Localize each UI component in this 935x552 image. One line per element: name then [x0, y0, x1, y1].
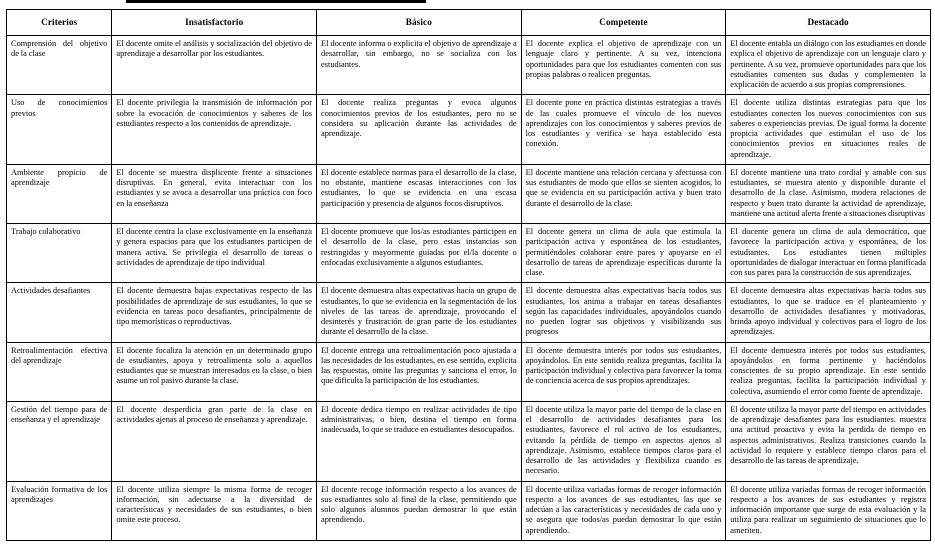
- competente-cell: El docente utiliza la mayor parte del tiempo de la clase en el desarrollo de actividades desafiantes para los estudiantes, favorece el rol activo de los estudiantes, evitando la pérdida de tiempo en aspectos ajenos al aprendizaje. Asimismo, establece tiempos claros para el desarrollo de las actividades y flexibiliza cuando es necesario.: [521, 401, 726, 481]
- table-row: [7, 95, 931, 165]
- column-header-criterios: Criterios: [7, 10, 112, 36]
- competente-cell: El docente demuestra altas expectativas hacia todos sus estudiantes, los anima a trabajar en tareas desafiantes según las capacidades individuales, apoyándolos cuando no pueden lograr sus objetivos y visibilizando sus progresos: [521, 283, 726, 342]
- destacado-cell: El docente demuestra interés por todos sus estudiantes, apoyándolos en forma pertinente y haciéndolos conscientes de su propio aprendizaje. En este sentido realiza preguntas, facilita la participación individual y colectiva, asumiendo el error como fuente de aprendizaje.: [726, 342, 931, 401]
- column-header-destacado: Destacado: [726, 10, 931, 36]
- criterio-cell: Retroalimentación efectiva del aprendizaje: [7, 342, 112, 401]
- page-top-marker: [126, 0, 426, 3]
- basico-cell: El docente demuestra altas expectativas hacia un grupo de estudiantes, lo que se evidencia en la segmentación de los niveles de las tareas de aprendizaje, provocando el desinterés y frustración de gran parte de los estudiantes durante el desarrollo de la clase.: [317, 283, 522, 342]
- table-row: [7, 36, 931, 95]
- basico-cell: El docente realiza preguntas y evoca algunos conocimientos previos de los estudiantes, pero no se considera su aplicación durante las actividades de aprendizaje.: [317, 95, 522, 165]
- competente-cell: El docente genera un clima de aula que estimula la participación activa y espontánea de los estudiantes, permitiéndoles colaborar entre pares y apoyarse en el desarrollo de tareas de aprendizaje específicas durante la clase.: [521, 224, 726, 283]
- criterio-cell: Trabajo colaborativo: [7, 224, 112, 283]
- basico-cell: El docente informa o explicita el objetivo de aprendizaje a desarrollar, sin embargo, no se socializa con los estudiantes.: [317, 36, 522, 95]
- competente-cell: El docente explica el objetivo de aprendizaje con un lenguaje claro y pertinente. A su vez, intenciona oportunidades para que los estudiantes comenten con sus propias palabras o realicen preguntas.: [521, 36, 726, 95]
- insatisfactorio-cell: El docente desperdicia gran parte de la clase en actividades ajenas al proceso de enseñanza y aprendizaje.: [112, 401, 317, 481]
- competente-cell: El docente pone en práctica distintas estrategias a través de las cuales promueve el vínculo de los nuevos aprendizajes con los conocimientos y saberes previos de los estudiantes y verifica se haya establecido esta conexión.: [521, 95, 726, 165]
- destacado-cell: El docente demuestra altas expectativas hacia todos sus estudiantes, lo que se traduce en el planteamiento y desarrollo de actividades desafiantes y motivadoras, brinda apoyo individual y colectivos para el logro de los aprendizajes.: [726, 283, 931, 342]
- table-row: [7, 224, 931, 283]
- destacado-cell: El docente utiliza distintas estrategias para que los estudiantes conecten los nuevos conocimientos con sus saberes o experiencias previas. De igual forma la docente propicia actividades que estimulan el uso de los conocimientos previos en situaciones reales de aprendizaje.: [726, 95, 931, 165]
- rubric-table: [6, 9, 931, 541]
- column-header-insatisfactorio: Insatisfactorio: [112, 10, 317, 36]
- basico-cell: El docente entrega una retroalimentación poco ajustada a las necesidades de los estudiantes, en ese sentido, explicita las respuestas, omite las preguntas y sanciona el error, lo que dificulta la participación de los estudiantes.: [317, 342, 522, 401]
- competente-cell: El docente utiliza variadas formas de recoger información respecto a los avances de sus estudiantes, las que se adecúan a las características y necesidades de cada uno y se asegura que todos/as puedan demostrar lo que están aprendiendo.: [521, 481, 726, 540]
- criterio-cell: Actividades desafiantes: [7, 283, 112, 342]
- column-header-basico: Básico: [317, 10, 522, 36]
- criterio-cell: Ambiente propicio de aprendizaje: [7, 164, 112, 223]
- insatisfactorio-cell: El docente demuestra bajas expectativas respecto de las posibilidades de aprendizaje de sus estudiantes, lo que se evidencia en tareas poco desafiantes, principalmente de tipo memorísticas o reproductivas.: [112, 283, 317, 342]
- header-row: [7, 10, 931, 36]
- insatisfactorio-cell: El docente se muestra displicente frente a situaciones disruptivas. En general, evita interactuar con los estudiantes y se avoca a desarrollar una práctica con foco en la enseñanza: [112, 164, 317, 223]
- destacado-cell: El docente utiliza variadas formas de recoger información respecto a los avances de sus estudiantes y registra información importante que surge de esta evaluación y la utiliza para realizar un seguimiento de situaciones que lo ameriten.: [726, 481, 931, 540]
- criterio-cell: Comprensión del objetivo de la clase: [7, 36, 112, 95]
- destacado-cell: El docente utiliza la mayor parte del tiempo en actividades de aprendizaje desafiantes para los estudiantes. muestra una actitud proactiva y evita la perdida de tiempo en aspectos administrativos. Realiza transiciones cuando la actividad lo requiere y establece tiempo claros para el desarrollo de las tareas de aprendizaje.: [726, 401, 931, 481]
- basico-cell: El docente dedica tiempo en realizar actividades de tipo administrativas, o bien, destina el tiempo en forma inadecuada, lo que se traduce en estudiantes desocupados.: [317, 401, 522, 481]
- insatisfactorio-cell: El docente centra la clase exclusivamente en la enseñanza y genera espacios para que los estudiantes participen de manera activa. Se privilegia el desarrollo de tareas o actividades de aprendizaje de tipo individual: [112, 224, 317, 283]
- table-header: [7, 10, 931, 36]
- column-header-competente: Competente: [521, 10, 726, 36]
- criterio-cell: Uso de conocimientos previos: [7, 95, 112, 165]
- destacado-cell: El docente mantiene una trato cordial y amable con sus estudiantes, se muestra atento y disponible durante el desarrollo de la clase. Asimismo, modera relaciones de respecto y buen trato durante la actividad de aprendizaje, mantiene una actitud alerta frente a situaciones disruptivas: [726, 164, 931, 223]
- criterio-cell: Evaluación formativa de los aprendizajes: [7, 481, 112, 540]
- insatisfactorio-cell: El docente utiliza siempre la misma forma de recoger información, sin adecuarse a la diversidad de características y necesidades de sus estudiantes, o bien omite este proceso.: [112, 481, 317, 540]
- criterio-cell: Gestión del tiempo para de enseñanza y el aprendizaje: [7, 401, 112, 481]
- table-row: [7, 481, 931, 540]
- basico-cell: El docente promueve que los/as estudiantes participen en el desarrollo de la clase, pero estas instancias son restringidas y mayormente guiadas por el/la docente o enfocadas exclusivamente a algunos estudiantes.: [317, 224, 522, 283]
- table-row: [7, 342, 931, 401]
- insatisfactorio-cell: El docente privilegia la transmisión de información por sobre la evocación de conocimientos y saberes de los estudiantes respecto a los contenidos de aprendizaje.: [112, 95, 317, 165]
- basico-cell: El docente establece normas para el desarrollo de la clase, no obstante, mantiene escasas interacciones con los estudiantes, lo que se evidencia en una escasa participación y presencia de algunos focos disruptivos.: [317, 164, 522, 223]
- competente-cell: El docente mantiene una relación cercana y afectuosa con sus estudiantes de modo que ellos se sienten acogidos, lo que se evidencia en su participación activa y buen trato durante el desarrollo de la clase.: [521, 164, 726, 223]
- table-row: [7, 164, 931, 223]
- table-row: [7, 401, 931, 481]
- competente-cell: El docente demuestra interés por todos sus estudiantes, apoyándolos. En este sentido realiza preguntas, facilita la participación individual y colectiva para favorecer la toma de conciencia acerca de sus propios aprendizajes.: [521, 342, 726, 401]
- insatisfactorio-cell: El docente focaliza la atención en un determinado grupo de estudiantes, apoya y retroalimenta solo a aquellos estudiantes que se muestran interesados en la clase, o bien asume un rol pasivo durante la clase.: [112, 342, 317, 401]
- table-body: [7, 36, 931, 541]
- destacado-cell: El docente entabla un diálogo con los estudiantes en donde explica el objetivo de aprendizaje con un lenguaje claro y pertinente. A su vez, promueve oportunidades para que los estudiantes comenten sus dudas y complementen la explicación de acuerdo a sus propias comprensiones.: [726, 36, 931, 95]
- destacado-cell: El docente genera un clima de aula democrático, que favorece la participación activa y espontánea, de los estudiantes. Los estudiantes tienen múltiples oportunidades de dialogar interactuar en forma planificada con sus pares para la construcción de sus aprendizajes.: [726, 224, 931, 283]
- basico-cell: El docente recoge información respecto a los avances de sus estudiantes solo al final de la clase, permitiendo que solo algunos alumnos puedan demostrar lo que están aprendiendo.: [317, 481, 522, 540]
- insatisfactorio-cell: El docente omite el análisis y socialización del objetivo de aprendizaje a desarrollar por los estudiantes.: [112, 36, 317, 95]
- table-row: [7, 283, 931, 342]
